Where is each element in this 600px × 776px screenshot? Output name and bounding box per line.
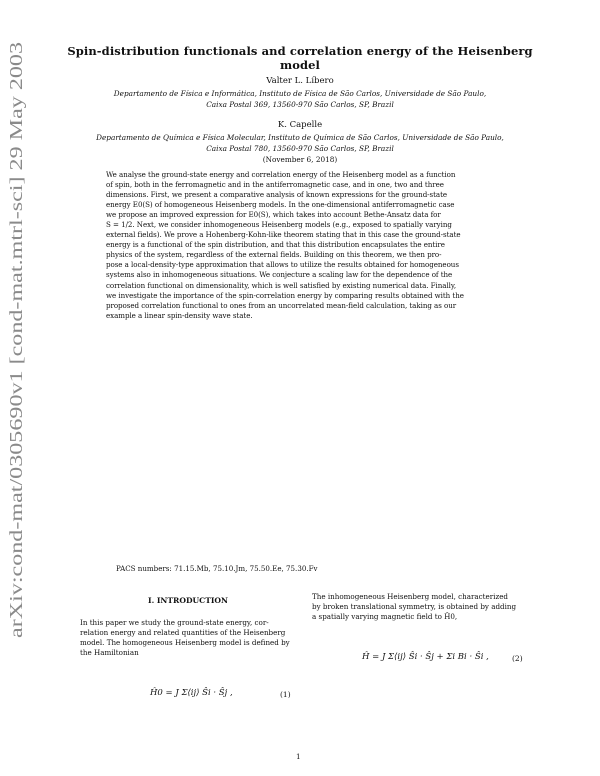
- right-paragraph-1: The inhomogeneous Heisenberg model, characterized by broken translational symmetry, is obtained by adding a spatially varying magnetic field to Ĥ0,: [312, 592, 517, 622]
- author-1: Valter L. Líbero: [266, 76, 334, 86]
- equation-2: Ĥ = J Σ⟨ij⟩ Ŝi · Ŝj + Σi Bi · Ŝi ,: [362, 652, 489, 662]
- author-2: K. Capelle: [277, 120, 323, 130]
- equation-1-number: (1): [280, 690, 291, 699]
- page-number: 1: [296, 752, 301, 761]
- abstract: We analyse the ground-state energy and correlation energy of the Heisenberg model as a function of spin, both in the ferromagnetic and in the antiferromagnetic case, and in one, two and three dimensions. First, we present a comparative analysis of known expressions for the ground-state energy E0(S) of homogeneous Heisenberg models. In the one-dimensional antiferromagnetic case we propose an improved expression for E0(S), which takes into account Bethe-Ansatz data for S = 1/2. Next, we consider inhomogeneous Heisenberg models (e.g., exposed to spatially varying external fields). We prove a Hohenberg-Kohn-like theorem stating that in this case the ground-state energy is a functional of the spin distribution, and that this distribution encapsulates the entire physics of the system, regardless of the external fields. Building on this theorem, we then pro- pose a local-density-type approximation that allows to utilize the results obtained for homogeneous systems also in inhomogeneous situations. We conjecture a scaling law for the dependence of the correlation functional on dimensionality, which is well satisfied by existing numerical data. Finally, we investigate the importance of the spin-correlation energy by comparing results obtained with the proposed correlation functional to ones from an uncorrelated mean-field calculation, taking as our example a linear spin-density wave state.: [106, 170, 464, 320]
- left-paragraph-1: In this paper we study the ground-state energy, cor- relation energy and related quantities of the Heisenberg model. The homogeneous Heisenberg model is defined by the Hamiltonian: [80, 618, 290, 658]
- affiliation-2-line-2: Caixa Postal 780, 13560-970 São Carlos, SP, Brazil: [206, 143, 394, 153]
- equation-2-number: (2): [512, 654, 523, 663]
- affiliation-1: [70, 89, 530, 110]
- paper-date: (November 6, 2018): [262, 155, 338, 164]
- equation-1: Ĥ0 = J Σ⟨ij⟩ Ŝi · Ŝj ,: [150, 688, 233, 698]
- paper-title: Spin-distribution functionals and correlation energy of the Heisenberg model: [67, 44, 533, 72]
- affiliation-2: [70, 133, 530, 154]
- arxiv-identifier: [2, 40, 28, 640]
- section-heading: I. INTRODUCTION: [148, 596, 228, 605]
- arxiv-id-text: arXiv:cond-mat/0305690v1 [cond-mat.mtrl-sci] 29 May 2003: [6, 192, 26, 638]
- affiliation-1-line-1: Departamento de Física e Informática, Instituto de Física de São Carlos, Universidade de São Paulo,: [113, 89, 487, 98]
- pacs-numbers: PACS numbers: 71.15.Mb, 75.10.Jm, 75.50.Ee, 75.30.Fv: [116, 564, 318, 573]
- affiliation-1-line-2: Caixa Postal 369, 13560-970 São Carlos, SP, Brazil: [206, 99, 394, 109]
- affiliation-2-line-1: Departamento de Química e Física Molecular, Instituto de Química de São Carlos, Universidade de São Paulo,: [96, 133, 504, 142]
